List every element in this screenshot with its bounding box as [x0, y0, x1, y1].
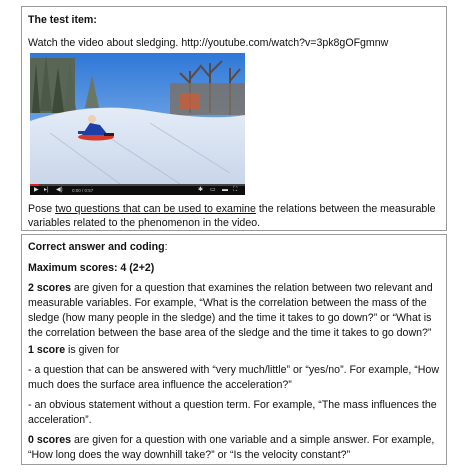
- answer-box: [21, 234, 447, 465]
- one-score-para: 1 score is given for: [28, 344, 120, 356]
- theater-icon[interactable]: ▬: [222, 187, 228, 193]
- test-item-heading: The test item:: [28, 14, 97, 26]
- play-icon[interactable]: ▶: [34, 187, 39, 193]
- video-frame: [30, 53, 245, 184]
- intro-text: Watch the video about sledging. http://youtube.com/watch?v=3pk8gOFgmnw: [28, 37, 389, 49]
- bullet-2: - an obvious statement without a question term. For example, “The mass influences the acceleration”.: [28, 399, 437, 426]
- test-item-box: [21, 6, 447, 231]
- pose-line-1: Pose two questions that can be used to examine the relations between the measurable: [28, 203, 436, 215]
- zero-scores-para: 0 scores are given for a question with one variable and a simple answer. For example, “How long does the way downhill take?” or “Is the velocity constant?”: [28, 434, 435, 461]
- video-controls: [30, 186, 245, 195]
- two-scores-para: 2 scores are given for a question that examines the relation between two relevant and measurable variables. For example, “What is the correlation between the mass of the sledge (how many people in the sledge) and the time it takes to go down?” or “What is the correlation between the base area of the sledge and the time it takes to go down?”: [28, 282, 433, 339]
- answer-heading: Correct answer and coding:: [28, 241, 168, 253]
- next-icon[interactable]: ▸|: [44, 187, 49, 193]
- settings-icon[interactable]: ✱: [198, 187, 204, 193]
- fullscreen-icon[interactable]: ⛶: [233, 187, 238, 193]
- max-scores: Maximum scores: 4 (2+2): [28, 262, 155, 274]
- miniplayer-icon[interactable]: ▭: [210, 187, 216, 193]
- snow-slope: [30, 108, 245, 184]
- pose-line-2: variables related to the phenomenon in the video.: [28, 217, 261, 229]
- volume-icon[interactable]: ◀): [56, 187, 63, 193]
- video-player[interactable]: [30, 53, 245, 195]
- pose-underlined: two questions that can be used to examine: [55, 203, 256, 215]
- bullet-1: - a question that can be answered with “very much/little” or “yes/no”. For example, “How much does the surface area influence the acceleration?”: [28, 364, 439, 391]
- video-time: 0:00 / 0:57: [72, 188, 94, 193]
